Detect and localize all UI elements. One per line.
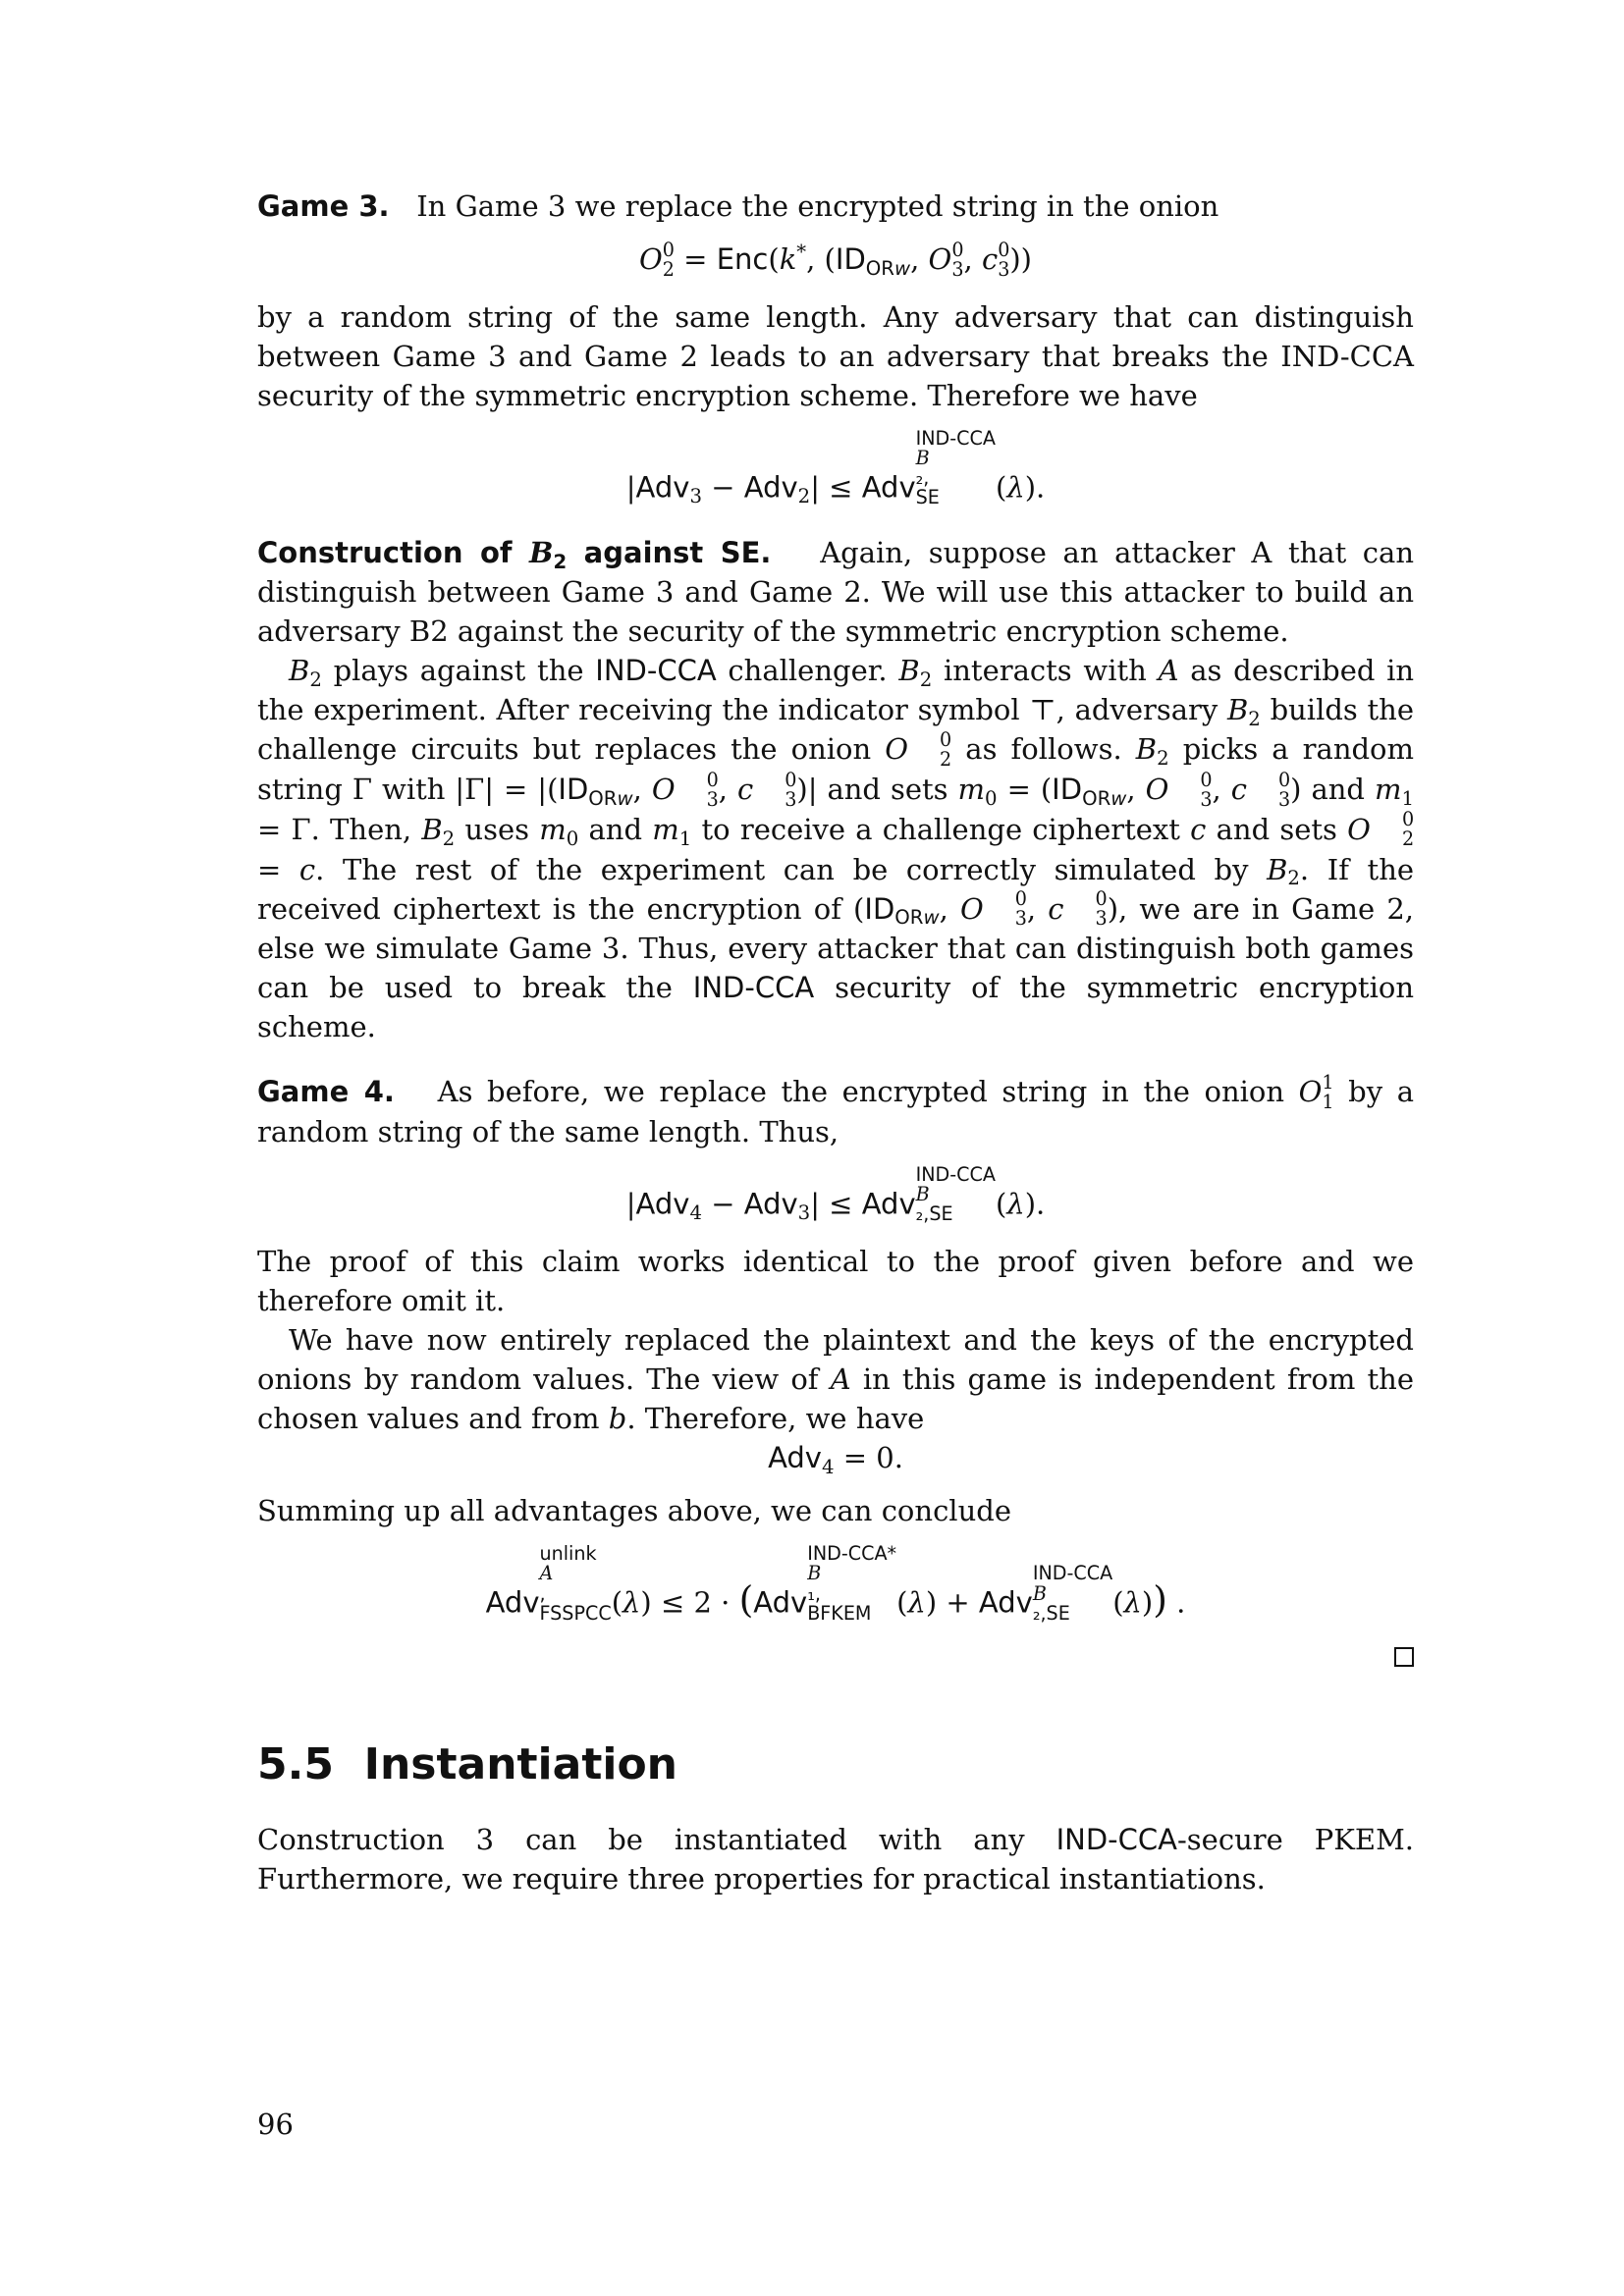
section-heading xyxy=(257,1737,1414,1792)
equation-adv4-adv3: |Adv$_4$ − Adv$_3$| ≤ Adv IND-CCA B ₂,SE (λ). xyxy=(625,1163,1046,1226)
game4-heading: Game 4. xyxy=(257,1075,395,1109)
section-number: 5.5 xyxy=(257,1738,334,1789)
construction-paragraph xyxy=(257,533,1414,651)
construction-heading: Construction of $B_2$ against SE. xyxy=(257,536,772,574)
section-body: Construction 3 can be instantiated with any IND-CCA-secure PKEM. Furthermore, we require three properties for practical instantiations. xyxy=(257,1822,1414,1896)
game3-paragraph xyxy=(257,187,1414,226)
page-content xyxy=(257,187,1414,1898)
game3-heading: Game 3. xyxy=(257,189,390,223)
construction-p1: Again, suppose an attacker A that can distinguish between Game 3 and Game 2. We will use this attacker to build an adversary B2 against the security of the symmetric encryption scheme. xyxy=(257,536,1415,649)
equation-adv3-adv2: |Adv$_3$ − Adv$_2$| ≤ Adv IND-CCA B ₂, SE (λ). xyxy=(625,426,1046,509)
proof-p1: The proof of this claim works identical to the proof given before and we therefore omit it. xyxy=(257,1245,1414,1318)
construction-p2: $B_2$ plays against the IND-CCA challenger. $B_2$ interacts with A as described in the experiment. After receiving the indicator symbol ⊤, adversary $B_2$ builds the challenge circuits but replaces the onion O 0 2 as follows. $B_2$ picks a random string Γ with $|\Gamma| = |(ID_{ORw}$, O 0 3 , c 0 3 )| and sets $m_0 = (ID_{ORw}$, O 0 3 , c 0 3 ) and $m_1 = \Gamma$. Then, $B_2$ uses $m_0$ and $m_1$ to receive a challenge ciphertext c and sets O 0 2 = c. The rest of the experiment can be correctly simulated by $B_2$. If the received ciphertext is the encryption of ($ID_{ORw}$, O 0 3 , c 0 3 ), we are in Game 2, else we simulate Game 3. Thus, every attacker that can distinguish both games can be used to break the IND-CCA security of the symmetric encryption scheme. xyxy=(257,654,1415,1044)
equation-final-bound: Adv unlink A , FSSPCC (λ) ≤ 2 · (Adv IND-CCA* B ₁, BFKEM (λ) + Adv IND-CCA B ₂,SE (λ)) . xyxy=(485,1542,1186,1625)
qed-symbol xyxy=(1394,1647,1414,1667)
equation-adv4-zero: Adv$_4$ = 0. xyxy=(768,1441,903,1479)
game3-body: by a random string of the same length. Any adversary that can distinguish between Game 3 and Game 2 leads to an adversary that breaks the IND-CCA security of the symmetric encryption scheme. Therefore we have xyxy=(257,299,1414,412)
game3-intro: In Game 3 we replace the encrypted string in the onion xyxy=(416,189,1219,223)
proof-summing: Summing up all advantages above, we can conclude xyxy=(257,1494,1011,1528)
game4-paragraph: Game 4. As before, we replace the encrypted string in the onion O 1 1 by a random string of the same length. Thus, xyxy=(257,1070,1414,1149)
proof-p2: We have now entirely replaced the plaintext and the keys of the encrypted onions by random values. The view of A in this game is independent from the chosen values and from b. Therefore, we have xyxy=(257,1323,1415,1436)
page-number: 96 xyxy=(257,2108,294,2141)
equation-onion-o2: O 0 2 = Enc(k*, ($ID_{ORw}$, O 0 3 , c 0 3 )) xyxy=(639,238,1032,281)
section-title: Instantiation xyxy=(363,1738,678,1789)
